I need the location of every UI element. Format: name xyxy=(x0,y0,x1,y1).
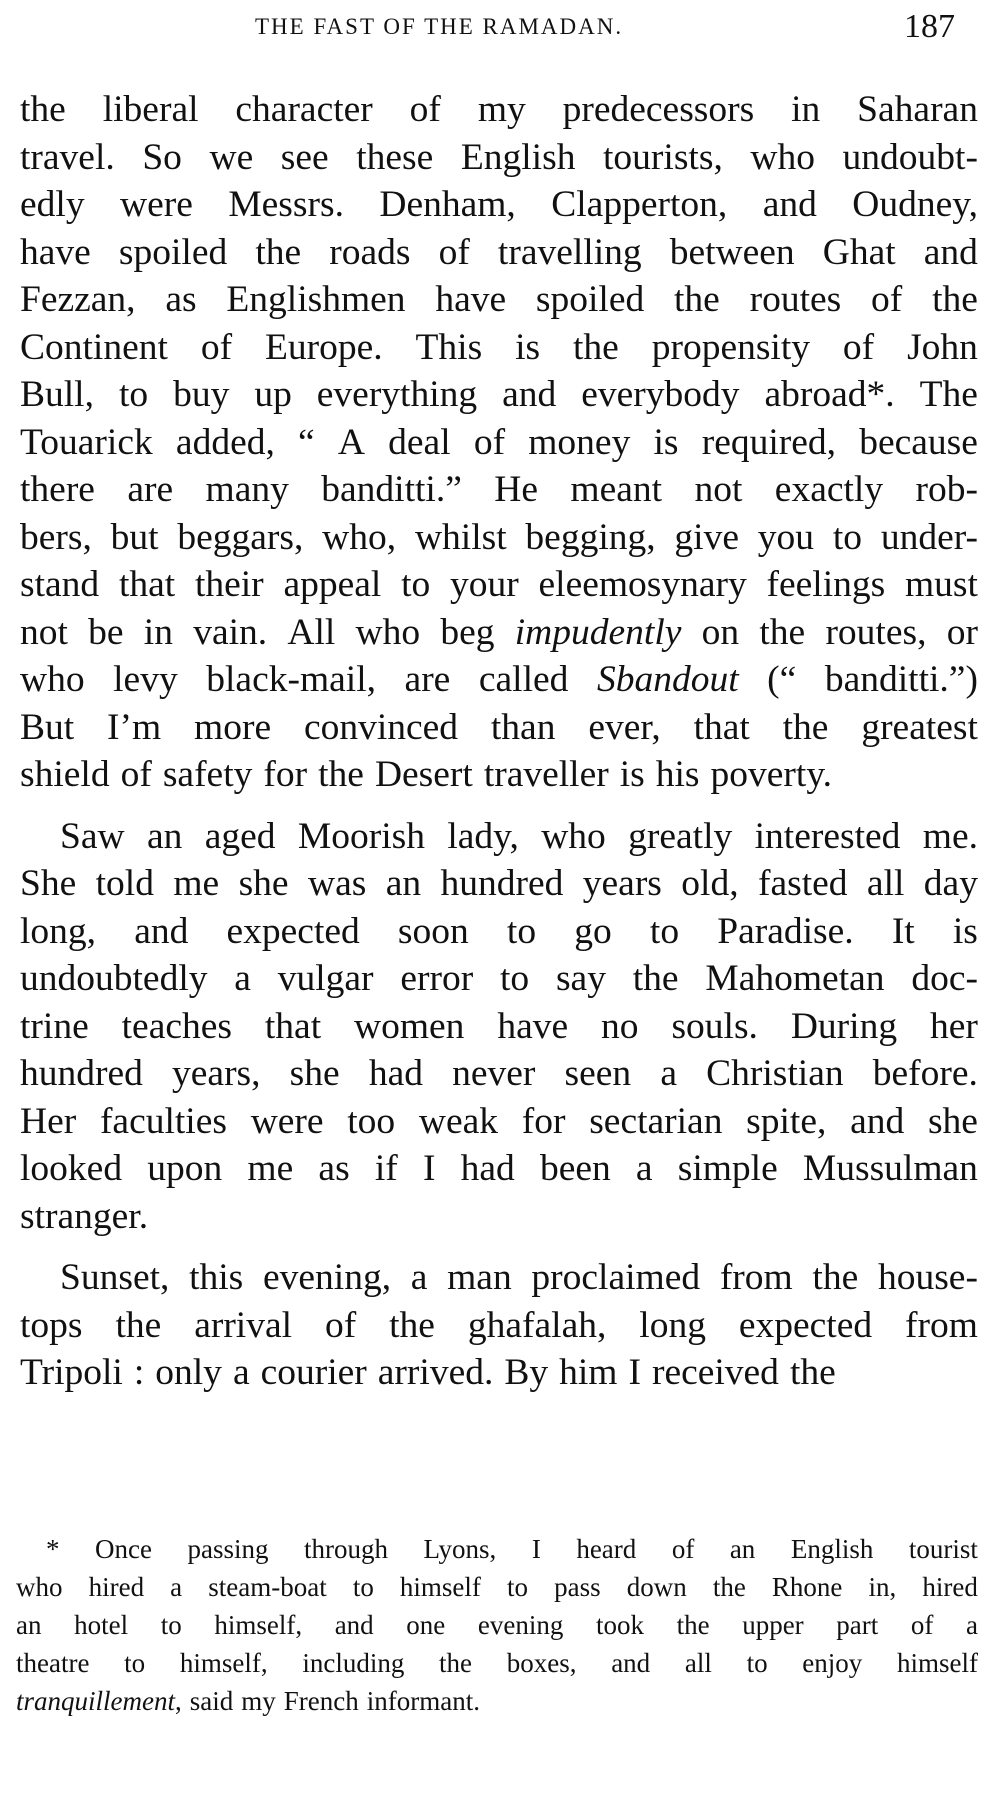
text-line: Sunset, this evening, a man proclaimed from the house- xyxy=(60,1257,978,1298)
text-line: Continent of Europe. This is the propensity of John xyxy=(20,326,978,368)
footnote xyxy=(16,1530,978,1720)
text-line: who levy black-mail, are called Sbandout (“ banditti.”) xyxy=(20,659,978,700)
text-line: tops the arrival of the ghafalah, long expected from xyxy=(20,1304,978,1346)
body-text xyxy=(20,86,978,1397)
running-head xyxy=(0,8,1000,58)
page-number: 187 xyxy=(904,8,955,45)
text-line: hundred years, she had never seen a Christian before. xyxy=(20,1053,978,1094)
text-line: She told me she was an hundred years old, fasted all day xyxy=(20,863,978,904)
footnote-line: who hired a steam-boat to himself to pass down the Rhone in, hired xyxy=(16,1572,978,1602)
text-line: Tripoli : only a courier arrived. By him I received the xyxy=(20,1352,836,1393)
text-line: Her faculties were too weak for sectarian spite, and she xyxy=(20,1100,978,1142)
text-line: trine teaches that women have no souls. During her xyxy=(20,1005,978,1047)
text-line: have spoiled the roads of travelling between Ghat and xyxy=(20,231,978,273)
text-line: edly were Messrs. Denham, Clapperton, and Oudney, xyxy=(20,184,978,225)
text-line: Bull, to buy up everything and everybody abroad*. The xyxy=(20,374,978,415)
text-line: Touarick added, “ A deal of money is required, because xyxy=(20,421,978,463)
footnote-line: * Once passing through Lyons, I heard of an English tourist xyxy=(46,1534,978,1564)
text-line: Fezzan, as Englishmen have spoiled the routes of the xyxy=(20,279,978,320)
text-line: shield of safety for the Desert traveller is his poverty. xyxy=(20,754,833,795)
text-line: stand that their appeal to your eleemosynary feelings must xyxy=(20,564,978,605)
running-title: THE FAST OF THE RAMADAN. xyxy=(255,14,624,39)
text-line: the liberal character of my predecessors in Saharan xyxy=(20,89,978,130)
text-line: stranger. xyxy=(20,1195,149,1237)
text-line: bers, but beggars, who, whilst begging, give you to under- xyxy=(20,516,978,558)
footnote-line: tranquillement, said my French informant. xyxy=(16,1686,480,1716)
text-line: Saw an aged Moorish lady, who greatly interested me. xyxy=(60,815,978,857)
text-line: there are many banditti.” He meant not exactly rob- xyxy=(20,469,978,510)
text-line: long, and expected soon to go to Paradise. It is xyxy=(20,910,978,952)
footnote-line: theatre to himself, including the boxes, and all to enjoy himself xyxy=(16,1648,978,1678)
text-line: travel. So we see these English tourists, who undoubt- xyxy=(20,136,978,178)
text-line: not be in vain. All who beg impudently on the routes, or xyxy=(20,611,978,653)
text-line: looked upon me as if I had been a simple Mussulman xyxy=(20,1148,978,1189)
text-line: undoubtedly a vulgar error to say the Mahometan doc- xyxy=(20,958,978,999)
text-line: But I’m more convinced than ever, that the greatest xyxy=(20,706,978,748)
footnote-line: an hotel to himself, and one evening took the upper part of a xyxy=(16,1610,978,1640)
